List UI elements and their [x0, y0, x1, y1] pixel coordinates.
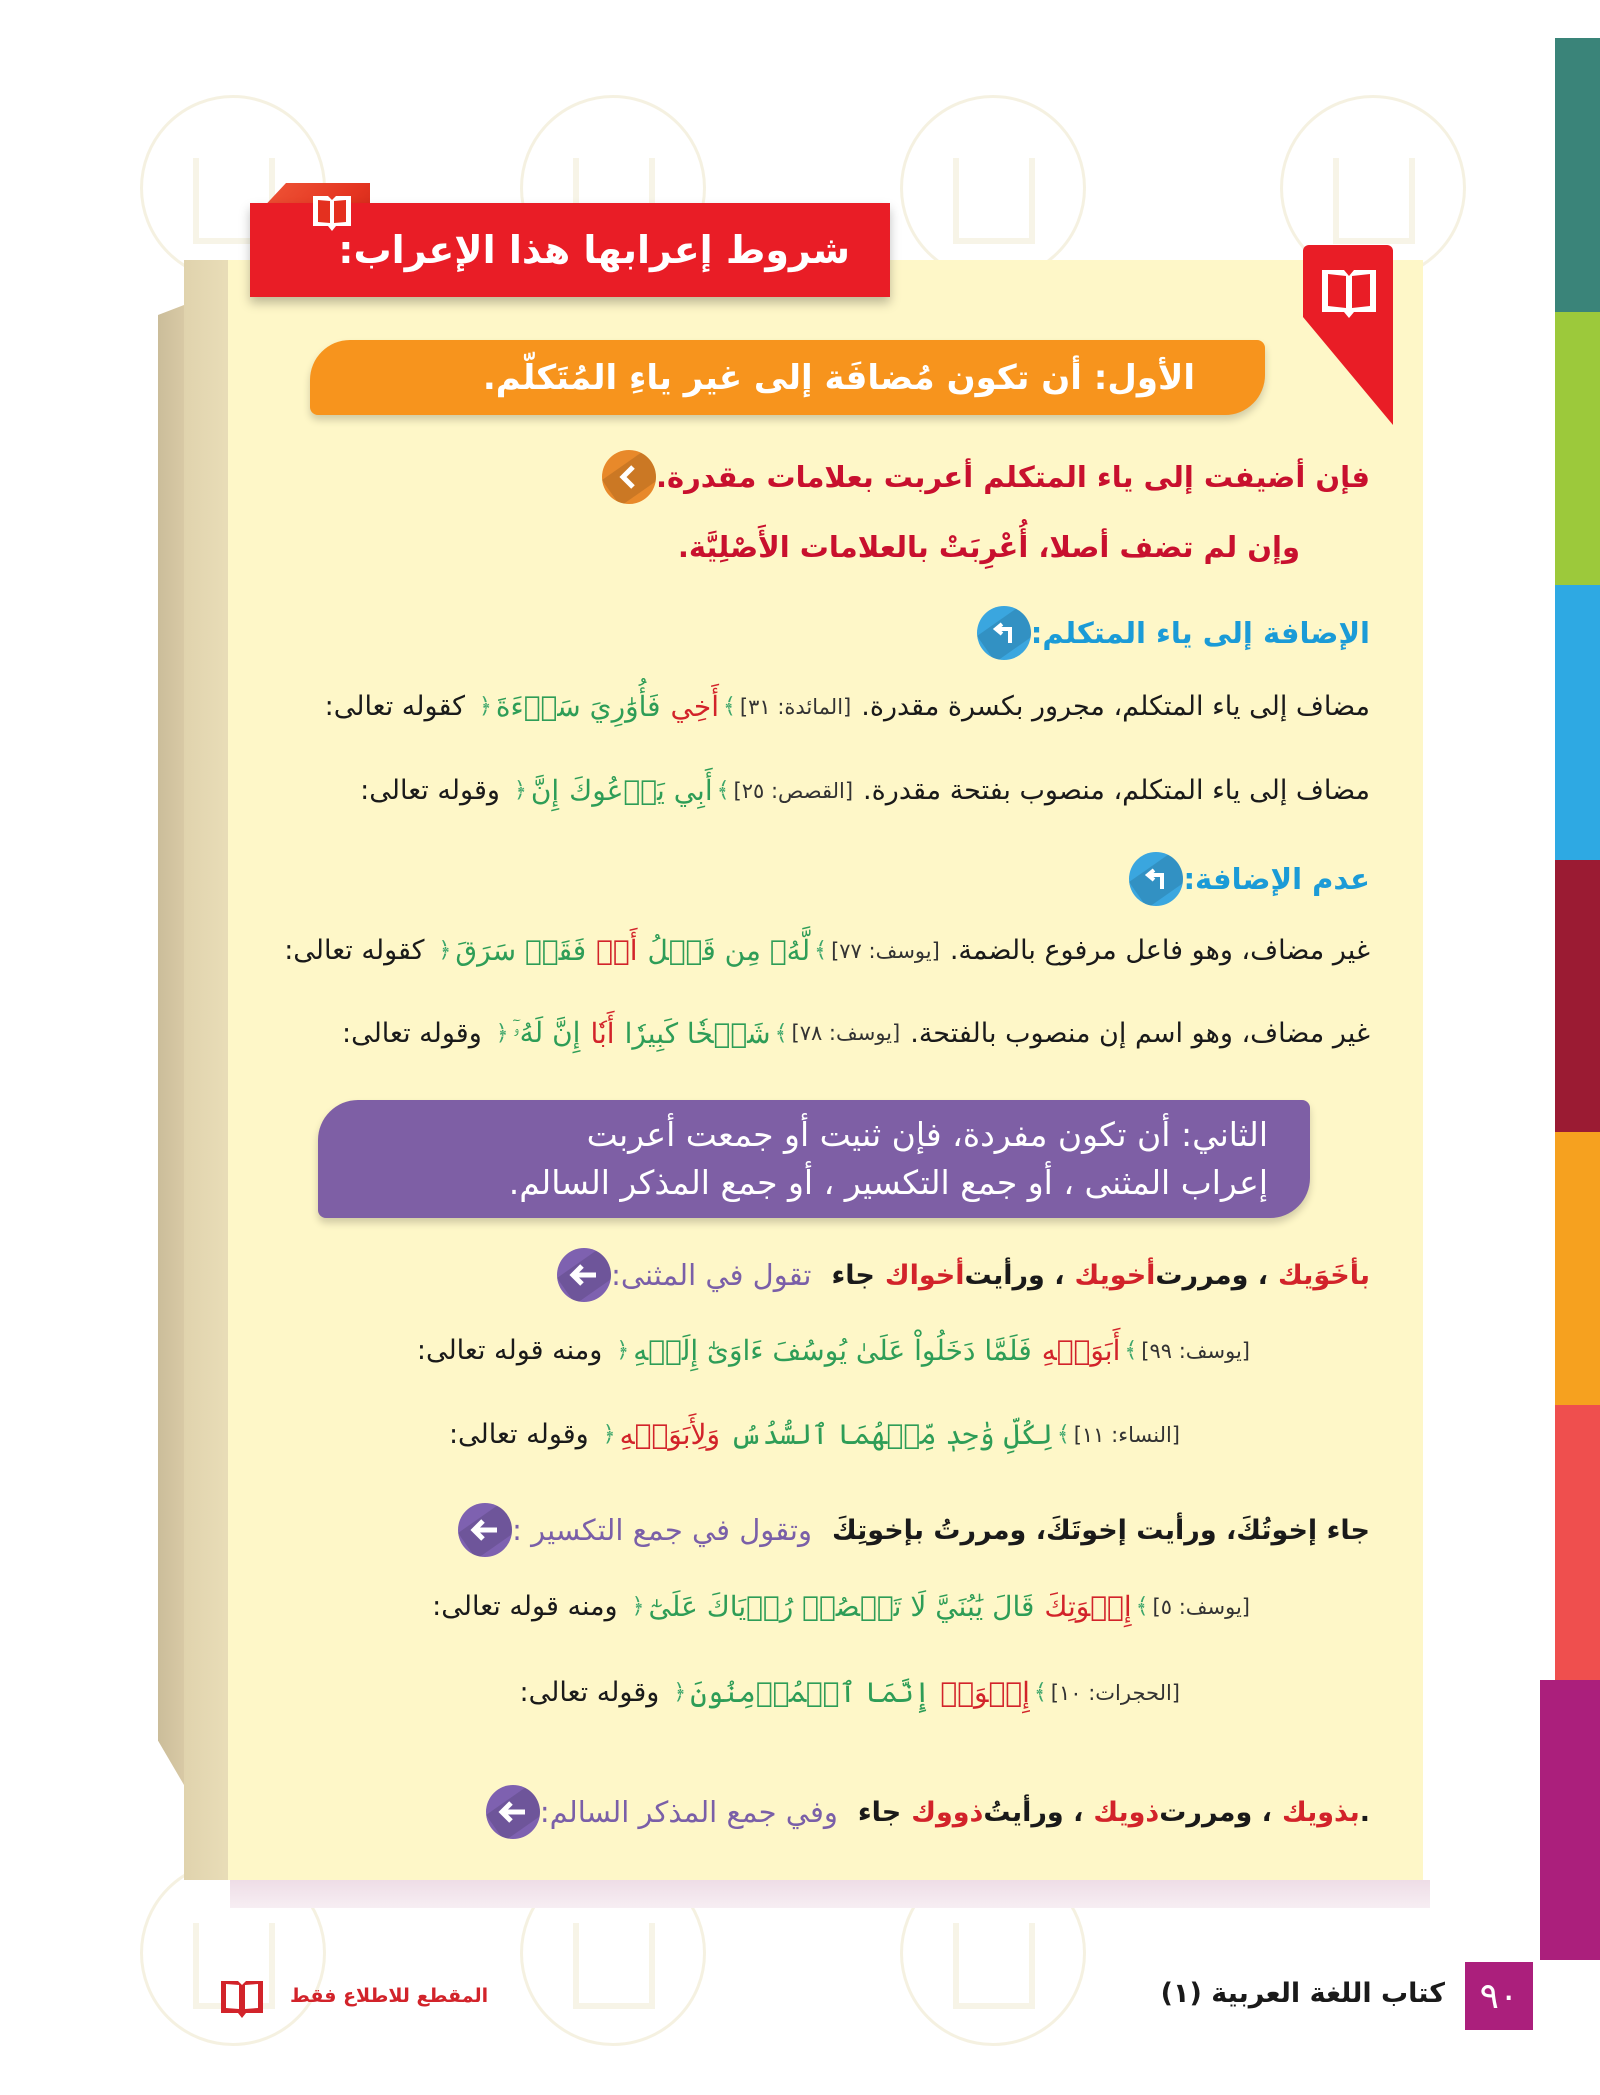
condition-two-line-2: إعراب المثنى ، أو جمع التكسير ، أو جمع المذكر السالم.: [508, 1163, 1268, 1202]
arrow-left-icon: [486, 1785, 540, 1839]
example-row: وقوله تعالى: ﴿ وَلِأَبَوَيۡهِ لِكُلِّ وَٰحِدٖ مِّنۡهُمَا ٱلسُّدُسُ ﴾ [النساء: ١١]: [448, 1418, 1180, 1451]
arrow-left-icon: [557, 1248, 611, 1302]
condition-one-banner: [310, 340, 1265, 415]
condition-two-banner: [318, 1100, 1310, 1218]
side-tab-blue: [1555, 585, 1600, 860]
example-row: كقوله تعالى: ﴿ فَأُوَٰرِيَ سَوۡءَةَ أَخِي ﴾ [المائدة: ٣١] مضاف إلى ياء المتكلم، مجرور بكسرة مقدرة.: [324, 690, 1370, 723]
example-row: ومنه قوله تعالى: ﴿ قَالَ يَٰبُنَيَّ لَا تَقۡصُصۡ رُءۡيَاكَ عَلَىٰٓ إِخۡوَتِكَ ﴾ [يوسف: ٥]: [432, 1590, 1250, 1623]
dual-row: تقول في المثنى: جاء أخواك ، ورأيت أخويك ، ومررت بأخَوَيك: [543, 1248, 1370, 1302]
broken-plural-row: وتقول في جمع التكسير : جاء إخوتُكَ، ورأيت إخوتَكَ، ومررتُ بإخوتِكَ: [444, 1503, 1370, 1557]
example-row: ومنه قوله تعالى: ﴿ فَلَمَّا دَخَلُواْ عَلَىٰ يُوسُفَ ءَاوَىٰٓ إِلَيۡهِ أَبَوَيۡهِ ﴾ [يوسف: ٩٩]: [416, 1334, 1250, 1367]
book-title: كتاب اللغة العربية (١): [1160, 1978, 1445, 2009]
rule-line-2: وإن لم تضف أصلا، أُعْرِبَتْ بالعلامات الأَصْلِيَّة.: [677, 530, 1300, 564]
side-tab-orange: [1555, 1132, 1600, 1405]
page-side: [184, 260, 230, 1880]
open-book-icon: [310, 190, 354, 234]
page-number: ٩٠: [1465, 1962, 1533, 2030]
arrow-left-icon: [458, 1503, 512, 1557]
open-book-icon: [218, 1975, 266, 2021]
turn-left-arrow-icon: [977, 606, 1031, 660]
condition-one-text: الأول: أن تكون مُضافَة إلى غير ياءِ المُتَكلّم.: [482, 357, 1195, 398]
side-tab-red: [1555, 1405, 1600, 1680]
side-tab-teal: [1555, 38, 1600, 312]
side-tab-purple: [1540, 1680, 1600, 1960]
chevron-left-icon: [602, 450, 656, 504]
without-idafa-heading: عدم الإضافة:: [1115, 852, 1370, 906]
preview-note: المقطع للاطلاع فقط: [290, 1985, 489, 2007]
watermark: [900, 95, 1086, 281]
example-row: كقوله تعالى: ﴿ فَقَدۡ سَرَقَ أَخٞ لَّهُۥ مِن قَبۡلُ ﴾ [يوسف: ٧٧] غير مضاف، وهو فاعل مرفوع بالضمة.: [284, 934, 1370, 967]
sound-plural-row: وفي جمع المذكر السالم: جاء ذووك ، ورأيتُ ذويك ، ومررت بذويك .: [472, 1785, 1370, 1839]
rule-line-1: فإن أضيفت إلى ياء المتكلم أعربت بعلامات مقدرة.: [588, 450, 1370, 504]
turn-left-arrow-icon: [1129, 852, 1183, 906]
open-book-icon: [1318, 262, 1380, 324]
side-tab-green: [1555, 312, 1600, 585]
page-spine: [158, 305, 184, 1785]
with-idafa-heading: الإضافة إلى ياء المتكلم:: [963, 606, 1370, 660]
condition-two-line-1: الثاني: أن تكون مفردة، فإن ثنيت أو جمعت أعربت: [586, 1115, 1268, 1154]
page-bottom-edge: [230, 1880, 1430, 1908]
example-row: وقوله تعالى: ﴿ إِنَّ لَهُۥٓ أَبٗا شَيۡخٗا كَبِيرٗا ﴾ [يوسف: ٧٨] غير مضاف، وهو اسم إن منصوب بالفتحة.: [341, 1016, 1370, 1050]
example-row: وقوله تعالى: ﴿ إِنَّمَا ٱلۡمُؤۡمِنُونَ إِخۡوَةٞ ﴾ [الحجرات: ١٠]: [519, 1676, 1180, 1709]
section-title: شروط إعرابها هذا الإعراب:: [338, 228, 850, 272]
example-row: وقوله تعالى: ﴿ إِنَّ أَبِي يَدۡعُوكَ ﴾ [القصص: ٢٥] مضاف إلى ياء المتكلم، منصوب بفتحة مقدرة.: [360, 774, 1370, 807]
side-tab-maroon: [1555, 860, 1600, 1132]
